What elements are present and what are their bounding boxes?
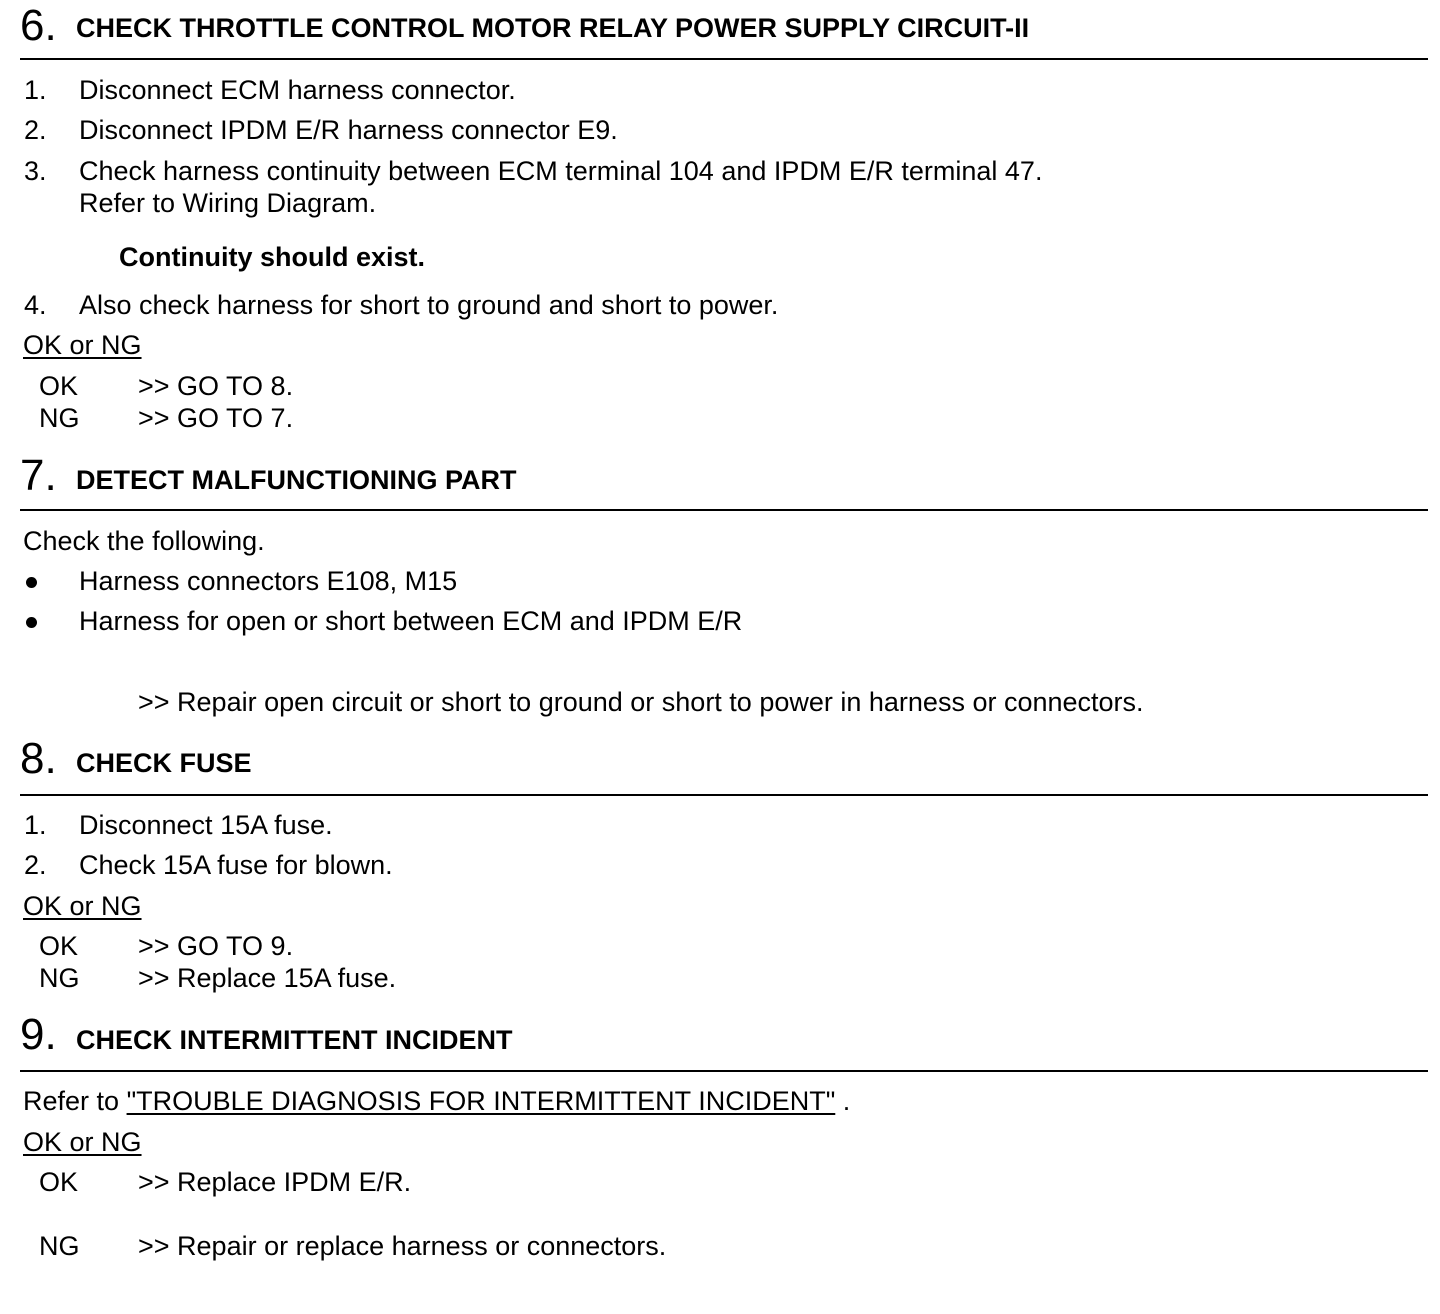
bullet-icon: [26, 577, 37, 588]
repair-action: >> Repair open circuit or short to ground or short to power in harness or connectors.: [138, 687, 1144, 717]
ok-or-ng-label: OK or NG: [23, 1127, 142, 1157]
result-action: >> GO TO 9.: [138, 931, 294, 961]
refer-line: [23, 1086, 850, 1116]
step-text: Disconnect 15A fuse.: [79, 810, 333, 840]
result-action: >> GO TO 7.: [138, 403, 294, 433]
step-number: 1.: [24, 810, 47, 840]
section-8-title: CHECK FUSE: [76, 748, 252, 778]
step-text: Disconnect ECM harness connector.: [79, 75, 516, 105]
section-9-number: 9.: [20, 1010, 57, 1059]
section-9-title: CHECK INTERMITTENT INCIDENT: [76, 1025, 513, 1055]
specification-note: Continuity should exist.: [119, 242, 426, 272]
refer-prefix: Refer to: [23, 1086, 120, 1116]
result-key: OK: [39, 371, 79, 401]
section-7-number: 7.: [20, 451, 57, 500]
section-6-number: 6.: [20, 1, 57, 50]
intro-text: Check the following.: [23, 526, 265, 556]
bullet-text: Harness for open or short between ECM and IPDM E/R: [79, 606, 743, 636]
result-action: >> Replace IPDM E/R.: [138, 1167, 412, 1197]
result-key: NG: [39, 1231, 80, 1261]
ok-or-ng-label: OK or NG: [23, 330, 142, 360]
step-number: 1.: [24, 75, 47, 105]
section-7-title: DETECT MALFUNCTIONING PART: [76, 465, 517, 495]
step-text: Disconnect IPDM E/R harness connector E9.: [79, 115, 618, 145]
step-text-continued: Refer to Wiring Diagram.: [79, 188, 377, 218]
bullet-icon: [26, 617, 37, 628]
ok-or-ng-label: OK or NG: [23, 891, 142, 921]
step-text: Check harness continuity between ECM terminal 104 and IPDM E/R terminal 47.: [79, 156, 1043, 186]
result-key: NG: [39, 403, 80, 433]
step-number: 2.: [24, 115, 47, 145]
section-8-number: 8.: [20, 734, 57, 783]
bullet-text: Harness connectors E108, M15: [79, 566, 458, 596]
result-key: NG: [39, 963, 80, 993]
section-6-divider: [20, 58, 1428, 60]
step-number: 2.: [24, 850, 47, 880]
step-text: Also check harness for short to ground and short to power.: [79, 290, 779, 320]
result-key: OK: [39, 931, 79, 961]
step-number: 3.: [24, 156, 47, 186]
section-7-divider: [20, 509, 1428, 511]
result-key: OK: [39, 1167, 79, 1197]
section-6-title: CHECK THROTTLE CONTROL MOTOR RELAY POWER SUPPLY CIRCUIT-II: [76, 13, 1030, 43]
refer-suffix: .: [842, 1086, 851, 1116]
result-action: >> Replace 15A fuse.: [138, 963, 397, 993]
step-text: Check 15A fuse for blown.: [79, 850, 393, 880]
step-number: 4.: [24, 290, 47, 320]
result-action: >> Repair or replace harness or connectors.: [138, 1231, 667, 1261]
section-9-divider: [20, 1070, 1428, 1072]
trouble-diagnosis-link[interactable]: "TROUBLE DIAGNOSIS FOR INTERMITTENT INCIDENT": [126, 1086, 836, 1116]
section-8-divider: [20, 794, 1428, 796]
result-action: >> GO TO 8.: [138, 371, 294, 401]
